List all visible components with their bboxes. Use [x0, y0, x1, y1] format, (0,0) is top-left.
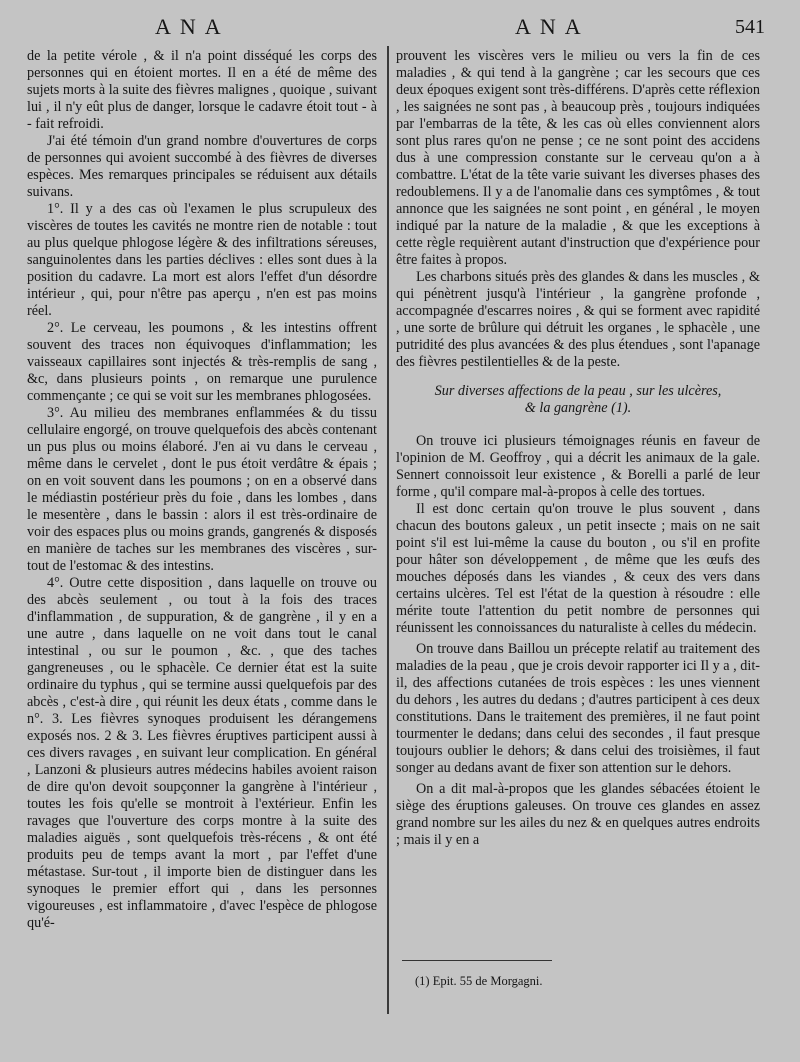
right-running-head: ANA — [515, 14, 590, 39]
paragraph: J'ai été témoin d'un grand nombre d'ouvertures de corps de personnes qui avoient succombé à des fièvres de diverses espèces. Mes remarques principales se réduisent aux détails suivans. — [27, 133, 377, 200]
left-column — [27, 48, 377, 932]
paragraph: 3°. Au milieu des membranes enflammées & du tissu cellulaire engorgé, on trouve quelquefois des abcès contenant un pus plus ou moins élaboré. J'en ai vu dans le cerveau , même dans le cervelet , dont le pus étoit verdâtre & épais ; on en voit souvent dans les poumons ; on en a observé dans le médiastin postérieur près du foie , dans les lombes , dans le mesentère , dans le bassin : alors il est très-ordinaire de voir des espaces plus ou moins grands, gangrenés & disposés en manière de taches sur les membranes des viscères , sur-tout de l'estomac & des intestins. — [27, 405, 377, 574]
paragraph: Il est donc certain qu'on trouve le plus souvent , dans chacun des boutons galeux , un petit insecte ; mais on ne sait point s'il est lui-même la cause du bouton , ou s'il en profite pour hâter son développement , de même que les œufs des mouches déposés dans les viandes , & ceux des vers dans certains ulcères. Tel est l'état de la question à résoudre : elle mérite toute l'attention du petit nombre de personnes qui réunissent les connoissances du naturaliste à celles du médecin. — [396, 501, 760, 636]
footnote: (1) Epit. 55 de Morgagni. — [415, 974, 543, 988]
footnote-rule — [402, 960, 552, 961]
paragraph: Les charbons situés près des glandes & dans les muscles , & qui pénètrent jusqu'à l'intérieur , la gangrène profonde , accompagnée d'escarres noires , & qui se forment avec rapidité , une sorte de brûlure qui détruit les organes , le sphacèle , une putridité des plus avancées & des plus étendues , sont l'apanage des fièvres pestilentielles & de la peste. — [396, 269, 760, 370]
paragraph: prouvent les viscères vers le milieu ou vers la fin de ces maladies , & qui tend à la gangrène ; car les secours que ces deux époques exigent sont très-différens. D'après cette réflexion , les saignées ne sont pas , à beaucoup près , toujours indiquées par l'embarras de la tête, & les cas où elles conviennent alors sont plus rares qu'on ne pense ; ce ne sont point des accidens dus à une compression constante sur le cerveau qu'on a à combattre. L'état de la tête varie suivant les diverses phases des redoublemens. Il y a de l'anomalie dans ces symptômes , & tout annonce que les saignées ne sont point , en général , le moyen indiqué par la nature de la maladie , & que les exceptions à cette règle requièrent autant d'instruction que d'expérience pour être faites à propos. — [396, 48, 760, 268]
paragraph: de la petite vérole , & il n'a point disséqué les corps des personnes qui en étoient mortes. Il en a été de même des sujets morts à la suite des fièvres malignes , quoique , suivant lui , il n'y eût plus de danger, lorsque le cadavre étoit tout - à - fait refroidi. — [27, 48, 377, 132]
subheading-line: Sur diverses affections de la peau , sur les ulcères, — [434, 383, 722, 399]
left-running-head: ANA — [155, 14, 230, 39]
subheading-line: & la gangrène (1). — [524, 400, 632, 416]
right-column — [396, 48, 760, 849]
section-subheading — [396, 383, 760, 417]
running-header — [0, 14, 800, 44]
paragraph: On trouve dans Baillou un précepte relatif au traitement des maladies de la peau , que je crois devoir rapporter ici Il y a , dit-il, des affections cutanées de trois espèces : les unes viennent du dehors , les autres du dedans ; d'autres participent à ces deux constitutions. Dans le traitement des premières, il ne faut point tourmenter le dedans; dans celui des secondes , il faut presque toujours oublier le dehors; & dans celui des troisièmes, il faut songer au dedans avant de fixer son attention sur le dehors. — [396, 641, 760, 776]
paragraph: On trouve ici plusieurs témoignages réunis en faveur de l'opinion de M. Geoffroy , qui a décrit les animaux de la gale. Sennert connoissoit leur existence , & Borelli a parlé de leur forme , qu'il compare mal-à-propos à celle des tortues. — [396, 433, 760, 500]
paragraph: On a dit mal-à-propos que les glandes sébacées étoient le siège des éruptions galeuses. On trouve ces glandes en assez grand nombre sur les ailes du nez & en quelques autres endroits ; mais il y en a — [396, 781, 760, 848]
column-divider — [387, 46, 389, 1014]
page-number: 541 — [735, 16, 765, 38]
paragraph: 2°. Le cerveau, les poumons , & les intestins offrent souvent des traces non équivoques d'inflammation; les vaisseaux capillaires sont injectés & très-remplis de sang , &c, dans plusieurs points , on remarque une purulence commençante ; ce qui se voit sur les membranes phlogosées. — [27, 320, 377, 404]
paragraph: 1°. Il y a des cas où l'examen le plus scrupuleux des viscères de toutes les cavités ne montre rien de notable : tout au plus quelque phlogose légère & des infiltrations séreuses, sanguinolentes dans les parties déclives : elles sont dues à la position du cadavre. La mort est alors l'effet d'un désordre intérieur , qui, pour n'être pas aperçu , n'en est pas moins réel. — [27, 201, 377, 319]
paragraph: 4°. Outre cette disposition , dans laquelle on trouve ou des abcès seulement , ou tout à la fois des traces d'inflammation , de suppuration, & de gangrène , il y en a une autre , dans laquelle on ne voit dans tout le canal intestinal , ou sur le poumon , &c. , que des taches gangreneuses , ou le sphacèle. Ce dernier état est la suite ordinaire du typhus , qui se termine aussi quelquefois par des abcès , c'est-à dire , qui réunit les deux états , comme dans le n°. 3. Les fièvres synoques produisent les dérangemens exposés nos. 2 & 3. Les fièvres éruptives participent aussi à ces divers ravages , en suivant leur complication. En général , Lanzoni & plusieurs autres médecins habiles avoient raison de dire qu'on devoit soupçonner la gangrène à l'intérieur , toutes les fois qu'elle se montroit à l'extérieur. Enfin les ravages que l'ouverture des corps montre à la suite des maladies aiguës , sont quelquefois très-récens , & ont été produits peu de temps avant la mort , par l'effet d'une métastase. Sur-tout , il importe bien de distinguer dans les synoques le premier effort qui , dans les personnes vigoureuses , est inflammatoire , d'avec l'espèce de phlogose qu'é- — [27, 575, 377, 931]
